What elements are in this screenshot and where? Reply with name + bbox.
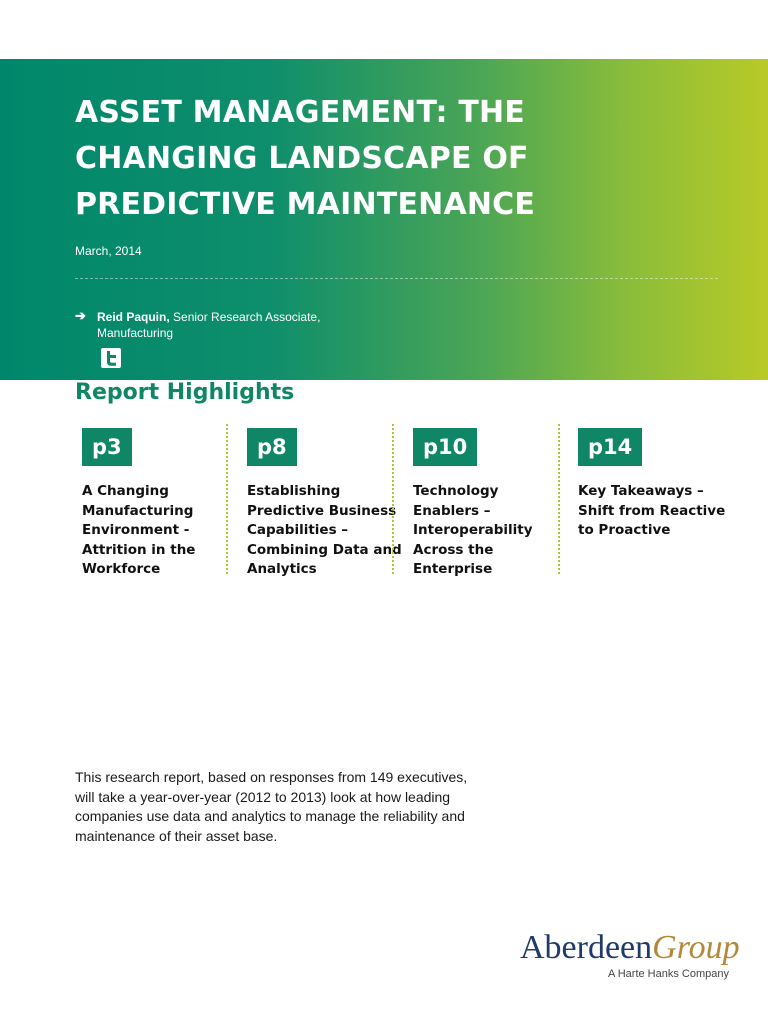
highlights-heading: Report Highlights <box>75 380 295 405</box>
twitter-icon[interactable] <box>101 348 121 368</box>
highlight-text: Establishing Predictive Business Capabilities – Combining Data and Analytics <box>247 483 402 577</box>
column-separator <box>392 424 394 574</box>
highlight-item[interactable] <box>247 428 402 580</box>
column-separator <box>558 424 560 574</box>
author-line <box>97 309 337 341</box>
arrow-right-icon: ➔ <box>75 308 86 323</box>
page-badge: p3 <box>82 428 132 466</box>
highlight-text: Technology Enablers – Interoperability Across the Enterprise <box>413 483 533 577</box>
page-badge: p14 <box>578 428 642 466</box>
highlight-item[interactable] <box>82 428 237 580</box>
highlight-text: A Changing Manufacturing Environment - Attrition in the Workforce <box>82 483 196 577</box>
author-role: Senior Research Associate, Manufacturing <box>97 310 321 340</box>
author-name: Reid Paquin, <box>97 310 170 324</box>
column-separator <box>226 424 228 574</box>
logo-tagline: A Harte Hanks Company <box>607 968 729 980</box>
highlight-item[interactable] <box>413 428 568 580</box>
header-divider <box>75 278 718 279</box>
highlight-text: Key Takeaways – Shift from Reactive to Proactive <box>578 483 726 538</box>
highlight-item[interactable] <box>578 428 733 541</box>
page-badge: p8 <box>247 428 297 466</box>
report-title: ASSET MANAGEMENT: THE CHANGING LANDSCAPE OF PREDICTIVE MAINTENANCE <box>75 95 536 222</box>
logo-word-group: Group <box>652 929 740 966</box>
logo-wordmark <box>520 928 740 968</box>
report-summary: This research report, based on responses from 149 executives, will take a year-over-year (2012 to 2013) look at how leading companies use data and analytics to manage the reliability and maintenance of their asset base. <box>75 769 468 844</box>
logo-word-aberdeen: Aberdeen <box>520 929 653 966</box>
report-date: March, 2014 <box>75 244 142 258</box>
aberdeen-group-logo <box>520 928 740 988</box>
page-badge: p10 <box>413 428 477 466</box>
